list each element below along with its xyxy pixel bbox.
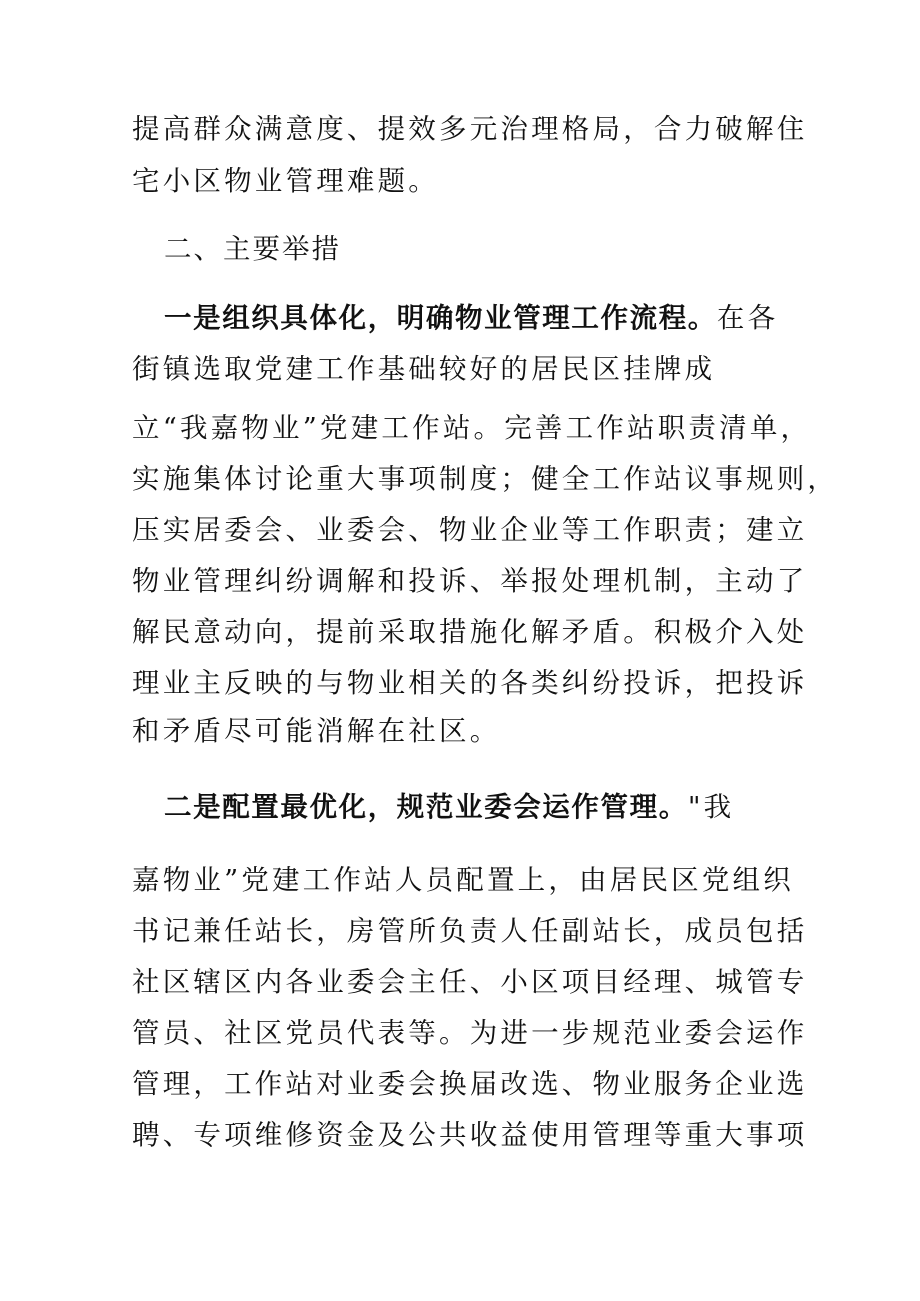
para2-line-5: 压实居委会、业委会、物业企业等工作职责；建立 bbox=[132, 514, 808, 546]
para3-line-4: 社区辖区内各业委会主任、小区项目经理、城管专 bbox=[132, 966, 808, 998]
para1-line-1: 提高群众满意度、提效多元治理格局，合力破解住 bbox=[132, 113, 808, 145]
section-heading: 二、主要举措 bbox=[164, 233, 341, 265]
para3-line-7: 聘、专项维修资金及公共收益使用管理等重大事项 bbox=[132, 1119, 808, 1151]
para3-line-5: 管员、社区党员代表等。为进一步规范业委会运作 bbox=[132, 1017, 808, 1049]
para2-line-1 bbox=[164, 301, 824, 335]
para2-line-4: 实施集体讨论重大事项制度；健全工作站议事规则， bbox=[132, 463, 839, 495]
para2-lead-bold: 一是组织具体化，明确物业管理工作流程。 bbox=[164, 302, 717, 334]
para3-line-3: 书记兼任站长，房管所负责人任副站长，成员包括 bbox=[132, 915, 808, 947]
para3-line-2: 嘉物业”党建工作站人员配置上，由居民区党组织 bbox=[132, 864, 794, 896]
para2-line-8: 理业主反映的与物业相关的各类纠纷投诉，把投诉 bbox=[132, 667, 808, 699]
para2-line-3: 立“我嘉物业”党建工作站。完善工作站职责清单， bbox=[132, 412, 812, 444]
para2-line-9: 和矛盾尽可能消解在社区。 bbox=[132, 715, 501, 747]
para2-line-7: 解民意动向，提前采取措施化解矛盾。积极介入处 bbox=[132, 616, 808, 648]
para2-line-6: 物业管理纠纷调解和投诉、举报处理机制，主动了 bbox=[132, 565, 808, 597]
para3-lead-rest: "我 bbox=[687, 791, 735, 823]
para2-lead-rest: 在各 bbox=[716, 302, 779, 334]
para3-line-1 bbox=[164, 790, 824, 824]
para3-lead-bold: 二是配置最优化，规范业委会运作管理。 bbox=[164, 791, 688, 823]
para1-line-2: 宅小区物业管理难题。 bbox=[132, 165, 439, 197]
para3-line-6: 管理，工作站对业委会换届改选、物业服务企业选 bbox=[132, 1068, 808, 1100]
para2-line-2: 街镇选取党建工作基础较好的居民区挂牌成 bbox=[132, 353, 716, 385]
